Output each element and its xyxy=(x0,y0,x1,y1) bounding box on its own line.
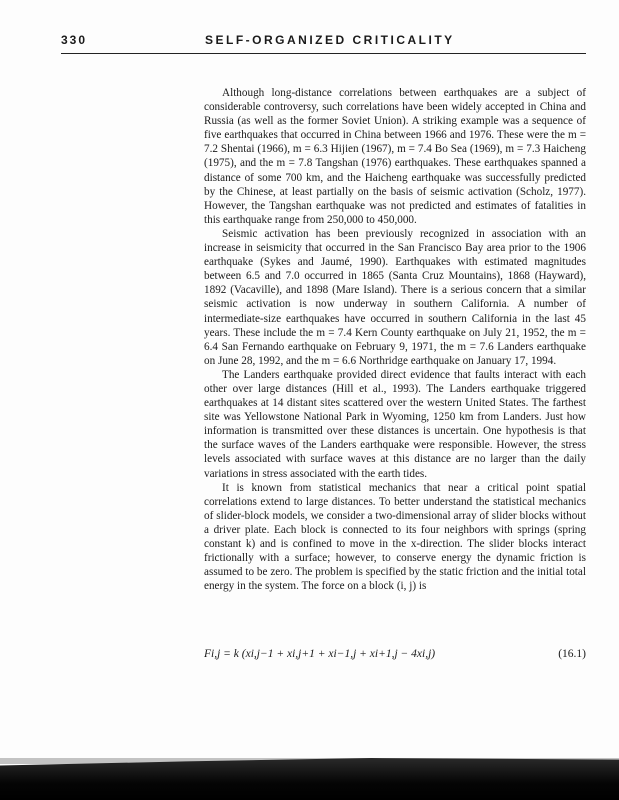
page-number: 330 xyxy=(61,33,88,47)
paragraph-4: It is known from statistical mechanics that near a critical point spatial correlations extend to large distances. To better understand the statistical mechanics of slider-block models, we consider a two-dimensional array of slider blocks without a driver plate. Each block is connected to its four neighbors with springs (spring constant k) and is confined to move in the x-direction. The slider blocks interact frictionally with a surface; however, to conserve energy the dynamic friction is assumed to be zero. The problem is specified by the static friction and the initial total energy in the system. The force on a block (i, j) is xyxy=(204,481,586,593)
equation-number: (16.1) xyxy=(558,648,586,660)
paragraph-3: The Landers earthquake provided direct evidence that faults interact with each other over large distances (Hill et al., 1993). The Landers earthquake triggered earthquakes at 14 distant sites scattered over the western United States. The farthest site was Yellowstone National Park in Wyoming, 1250 km from Landers. Just how information is transmitted over these distances is uncertain. One hypothesis is that the surface waves of the Landers earthquake were responsible. However, the stress levels associated with surface waves at this distance are no larger than the daily variations in stress associated with the earth tides. xyxy=(204,368,586,480)
paragraph-1: Although long-distance correlations between earthquakes are a subject of considerable controversy, such correlations have been widely accepted in China and Russia (as well as the former Soviet Union). A striking example was a sequence of five earthquakes that occurred in China between 1966 and 1976. These were the m = 7.2 Shentai (1966), m = 6.3 Hijien (1967), m = 7.4 Bo Sea (1969), m = 7.3 Haicheng (1975), and the m = 7.8 Tangshan (1976) earthquakes. These earthquakes spanned a distance of some 700 km, and the Haicheng earthquake was successfully predicted by the Chinese, at least partially on the basis of seismic activation (Scholz, 1977). However, the Tangshan earthquake was not predicted and estimates of fatalities in this earthquake range from 250,000 to 450,000. xyxy=(204,87,586,226)
paragraph-2: Seismic activation has been previously recognized in association with an increase in seismicity that occurred in the San Francisco Bay area prior to the 1906 earthquake (Sykes and Jaumé, 1990). Earthquakes with estimated magnitudes between 6.5 and 7.0 occurred in 1865 (Santa Cruz Mountains), 1868 (Hayward), 1892 (Vacaville), and 1898 (Mare Island). There is a serious concern that a similar seismic activation is now underway in southern California. A number of intermediate-size earthquakes have occurred in southern California in the last 45 years. These include the m = 7.4 Kern County earthquake on July 21, 1952, the m = 6.4 San Fernando earthquake on February 9, 1971, the m = 7.6 Landers earthquake on June 28, 1992, and the m = 6.6 Northridge earthquake on January 17, 1994. xyxy=(204,227,586,367)
scan-shadow-band xyxy=(0,758,619,800)
equation-16-1: Fi,j = k (xi,j−1 + xi,j+1 + xi−1,j + xi+1,j − 4xi,j) xyxy=(204,648,436,660)
equation-block xyxy=(204,648,586,666)
body-text xyxy=(204,86,586,593)
running-title: SELF-ORGANIZED CRITICALITY xyxy=(205,33,455,47)
page-header xyxy=(61,31,586,54)
